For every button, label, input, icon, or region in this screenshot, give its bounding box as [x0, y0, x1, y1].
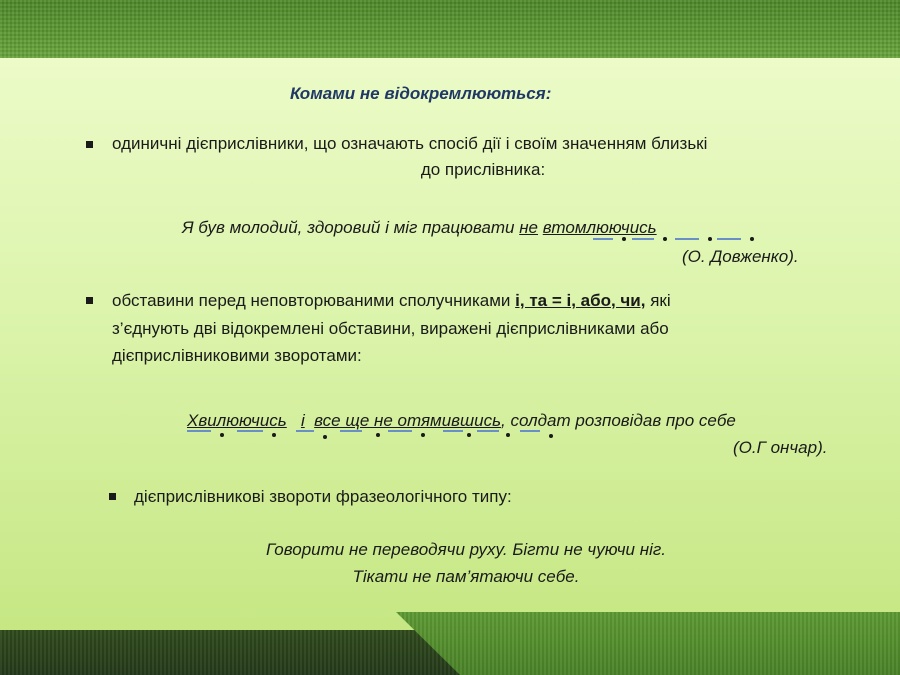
item2-conjunctions: і, та = і, або, чи,: [515, 291, 646, 310]
bullet-icon: [109, 493, 116, 500]
underline-dot: [549, 434, 553, 438]
underline-mark: [520, 430, 540, 432]
underline-dot: [376, 433, 380, 437]
underline-mark: [340, 430, 362, 432]
example1-source: (О. Довженко).: [682, 247, 799, 266]
item2-line2: з’єднують дві відокремлені обставини, виражені дієприслівниками або: [112, 319, 669, 338]
example2-source: (О.Г ончар).: [733, 438, 828, 457]
example2-conj: і: [300, 411, 305, 430]
underline-mark: [388, 430, 412, 432]
underline-mark: [593, 238, 613, 240]
underline-mark: [675, 238, 699, 240]
underline-dot: [750, 237, 754, 241]
underline-dot: [421, 433, 425, 437]
underline-mark: [296, 430, 314, 432]
example2-w1: Хвилюючись: [187, 411, 287, 430]
underline-mark: [187, 430, 211, 432]
underline-mark: [632, 238, 654, 240]
underline-dot: [663, 237, 667, 241]
underline-dot: [506, 433, 510, 437]
example3-line1: Говорити не переводячи руху. Бігти не чуючи ніг.: [266, 540, 666, 559]
underline-mark: [237, 430, 263, 432]
example2-sentence: [187, 411, 736, 431]
example1-sentence: [182, 218, 657, 238]
bullet-icon: [86, 141, 93, 148]
item2-line1: [112, 288, 671, 314]
example3-line2: Тікати не пам’ятаючи себе.: [352, 567, 580, 586]
top-decor-band: [0, 0, 900, 58]
underline-dot: [708, 237, 712, 241]
underline-mark: [443, 430, 463, 432]
underline-dot: [272, 433, 276, 437]
item2-line3: дієприслівниковими зворотами:: [112, 346, 362, 365]
example1-prefix: Я був молодий, здоровий і міг працювати: [182, 218, 520, 237]
underline-dot: [220, 433, 224, 437]
item2-line1-prefix: обставини перед неповторюваними сполучниками: [112, 291, 516, 310]
underline-mark: [717, 238, 741, 240]
item1-line2: до прислівника:: [420, 160, 546, 179]
item1-line1: одиничні дієприслівники, що означають спосіб дії і своїм значенням близькі: [112, 134, 708, 153]
item3-text: дієприслівникові звороти фразеологічного типу:: [134, 487, 512, 506]
item2-line1-suffix: які: [645, 291, 671, 310]
underline-dot: [622, 237, 626, 241]
bullet-icon: [86, 297, 93, 304]
slide-title: Комами не відокремлюються:: [290, 84, 552, 103]
example2-rest: , солдат розповідав про себе: [501, 411, 736, 430]
example2-w2: все ще не отямившись: [314, 411, 502, 430]
underline-mark: [477, 430, 499, 432]
underline-dot: [467, 433, 471, 437]
example1-ne: не: [519, 218, 539, 237]
example1-word: втомлюючись: [542, 218, 657, 237]
underline-dot: [323, 435, 327, 439]
